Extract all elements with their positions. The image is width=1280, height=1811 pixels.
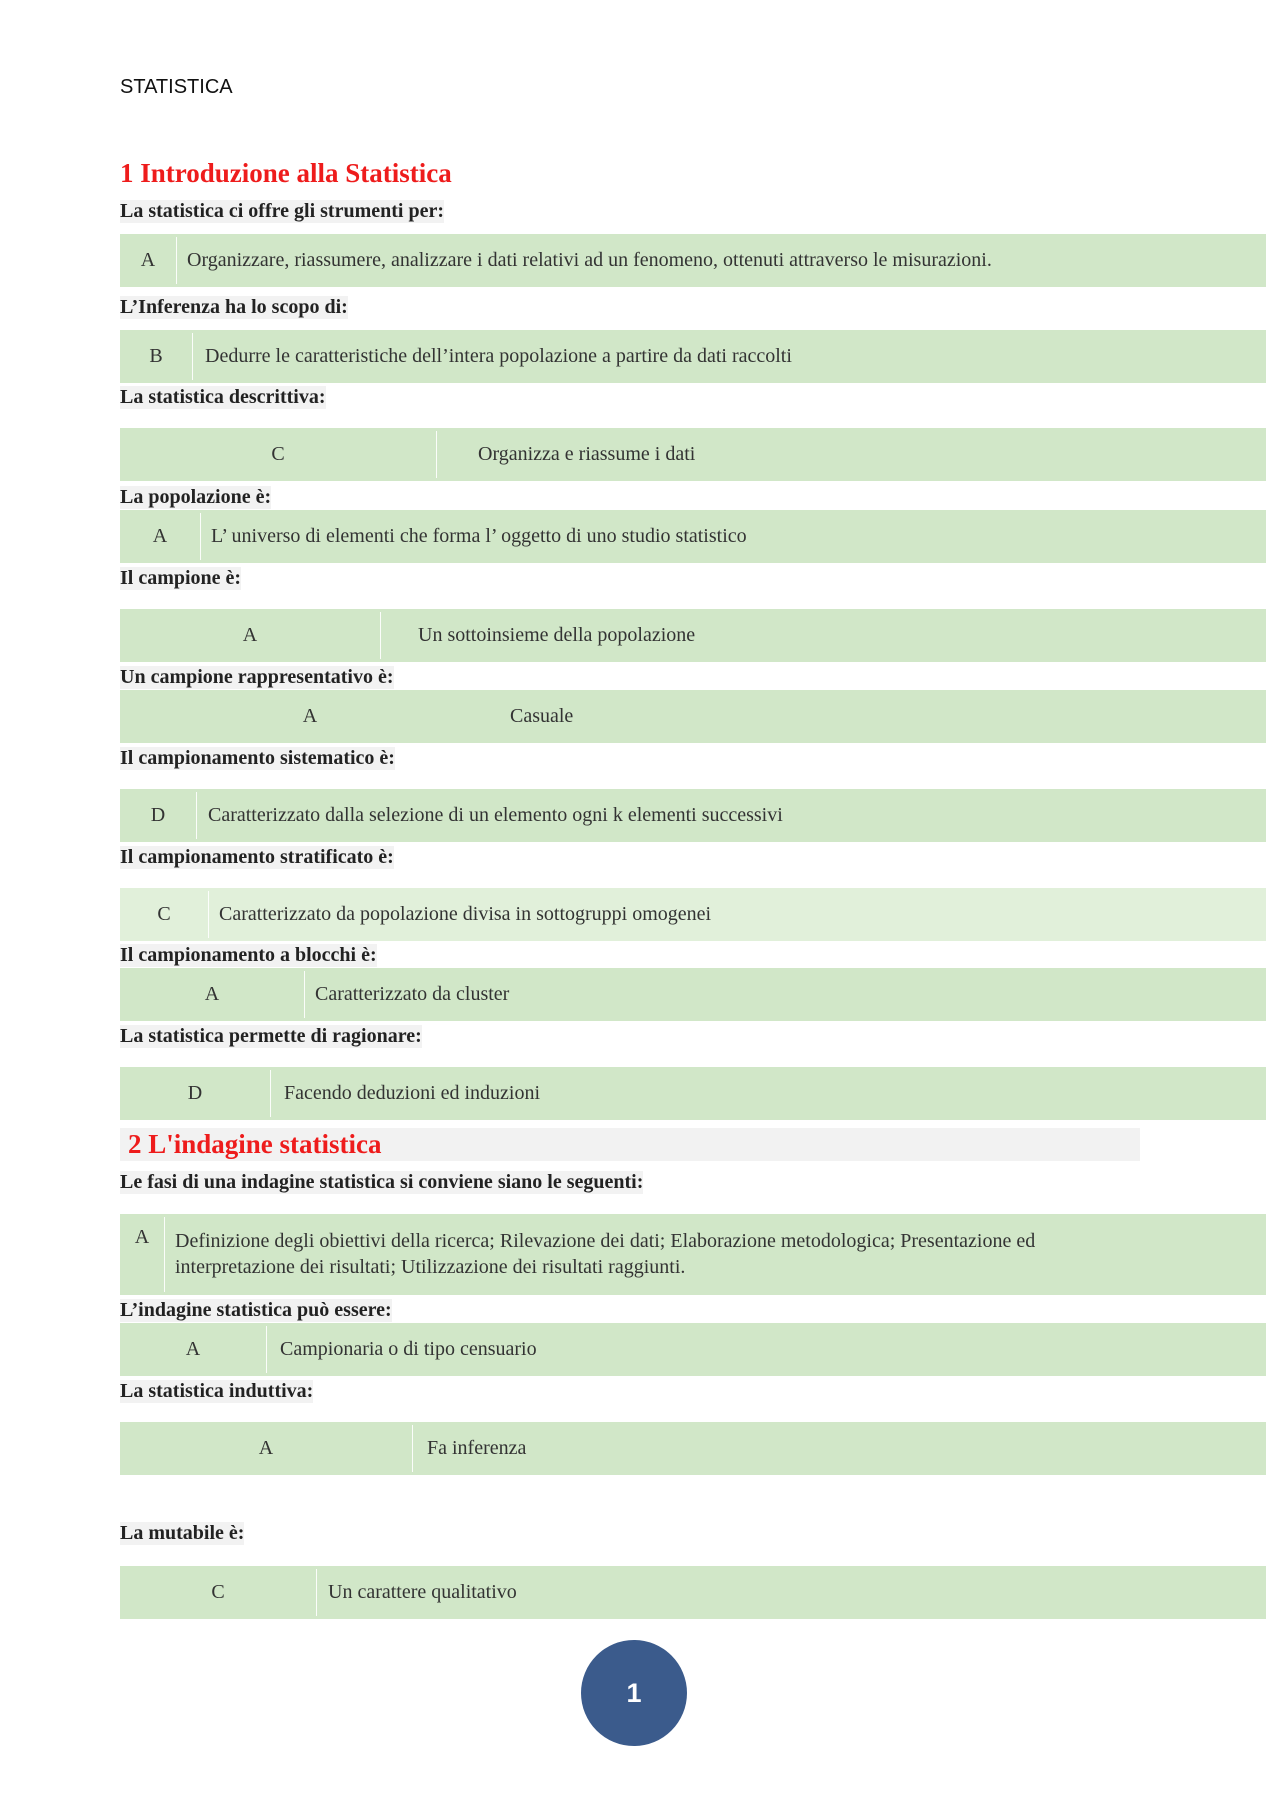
answer-text: Caratterizzato da popolazione divisa in sottogruppi omogenei xyxy=(219,903,712,925)
answer-text: Caratterizzato dalla selezione di un elemento ogni k elementi successivi xyxy=(208,804,783,826)
answer-text: L’ universo di elementi che forma l’ oggetto di uno studio statistico xyxy=(211,525,747,547)
question-7: Il campionamento sistematico è: xyxy=(120,747,395,769)
answer-letter: A xyxy=(242,624,258,646)
answer-row-9 xyxy=(120,968,1266,1021)
answer-letter: C xyxy=(211,1581,225,1603)
page-number-badge xyxy=(581,1640,687,1746)
answer-row-11 xyxy=(120,1214,1266,1295)
question-10: La statistica permette di ragionare: xyxy=(120,1025,422,1047)
question-2: L’Inferenza ha lo scopo di: xyxy=(120,296,348,318)
answer-row-12 xyxy=(120,1323,1266,1376)
answer-row-3 xyxy=(120,428,1266,481)
question-1: La statistica ci offre gli strumenti per: xyxy=(120,200,444,222)
question-12: L’indagine statistica può essere: xyxy=(120,1299,392,1321)
question-13: La statistica induttiva: xyxy=(120,1380,314,1402)
answer-row-4 xyxy=(120,510,1266,563)
answer-letter: C xyxy=(271,443,285,465)
answer-row-10 xyxy=(120,1067,1266,1120)
document-header: STATISTICA xyxy=(120,76,233,98)
question-4: La popolazione è: xyxy=(120,486,272,508)
answer-text xyxy=(175,1228,1254,1280)
answer-letter: A xyxy=(134,1226,150,1248)
question-9: Il campionamento a blocchi è: xyxy=(120,944,377,966)
answer-letter: A xyxy=(258,1437,274,1459)
answer-text-line-1: Definizione degli obiettivi della ricerca; Rilevazione dei dati; Elaborazione metodologica; Presentazione ed xyxy=(175,1230,1036,1252)
answer-letter: D xyxy=(187,1082,203,1104)
answer-text: Dedurre le caratteristiche dell’intera popolazione a partire da dati raccolti xyxy=(205,345,792,367)
page-number: 1 xyxy=(626,1677,642,1708)
answer-text: Casuale xyxy=(510,705,574,727)
answer-letter: B xyxy=(149,345,163,367)
answer-text: Campionaria o di tipo censuario xyxy=(280,1338,537,1360)
answer-row-7 xyxy=(120,789,1266,842)
answer-row-2 xyxy=(120,330,1266,383)
question-11: Le fasi di una indagine statistica si conviene siano le seguenti: xyxy=(120,1171,644,1193)
answer-text: Fa inferenza xyxy=(427,1437,527,1459)
answer-row-14 xyxy=(120,1566,1266,1619)
section-title-1: 1 Introduzione alla Statistica xyxy=(120,158,452,188)
answer-row-5 xyxy=(120,609,1266,662)
question-8: Il campionamento stratificato è: xyxy=(120,846,394,868)
answer-text: Facendo deduzioni ed induzioni xyxy=(284,1082,541,1104)
answer-letter: C xyxy=(157,903,171,925)
question-14: La mutabile è: xyxy=(120,1522,245,1544)
answer-letter: A xyxy=(185,1338,201,1360)
answer-row-6 xyxy=(120,690,1266,743)
question-5: Il campione è: xyxy=(120,567,242,589)
answer-letter: A xyxy=(140,249,156,271)
answer-text: Organizzare, riassumere, analizzare i dati relativi ad un fenomeno, ottenuti attraverso le misurazioni. xyxy=(187,249,992,271)
answer-text: Un carattere qualitativo xyxy=(328,1581,517,1603)
answer-text: Organizza e riassume i dati xyxy=(478,443,696,465)
answer-row-13 xyxy=(120,1422,1266,1475)
answer-text: Caratterizzato da cluster xyxy=(315,983,510,1005)
answer-letter: A xyxy=(204,983,220,1005)
answer-text: Un sottoinsieme della popolazione xyxy=(418,624,696,646)
answer-letter: A xyxy=(302,705,318,727)
answer-letter: D xyxy=(150,804,166,826)
question-6: Un campione rappresentativo è: xyxy=(120,666,394,688)
answer-row-8 xyxy=(120,888,1266,941)
answer-row-1 xyxy=(120,234,1266,287)
section-title-2: 2 L'indagine statistica xyxy=(120,1128,1140,1161)
question-3: La statistica descrittiva: xyxy=(120,386,326,408)
answer-letter: A xyxy=(152,525,168,547)
answer-text-line-2: interpretazione dei risultati; Utilizzazione dei risultati raggiunti. xyxy=(175,1256,686,1278)
